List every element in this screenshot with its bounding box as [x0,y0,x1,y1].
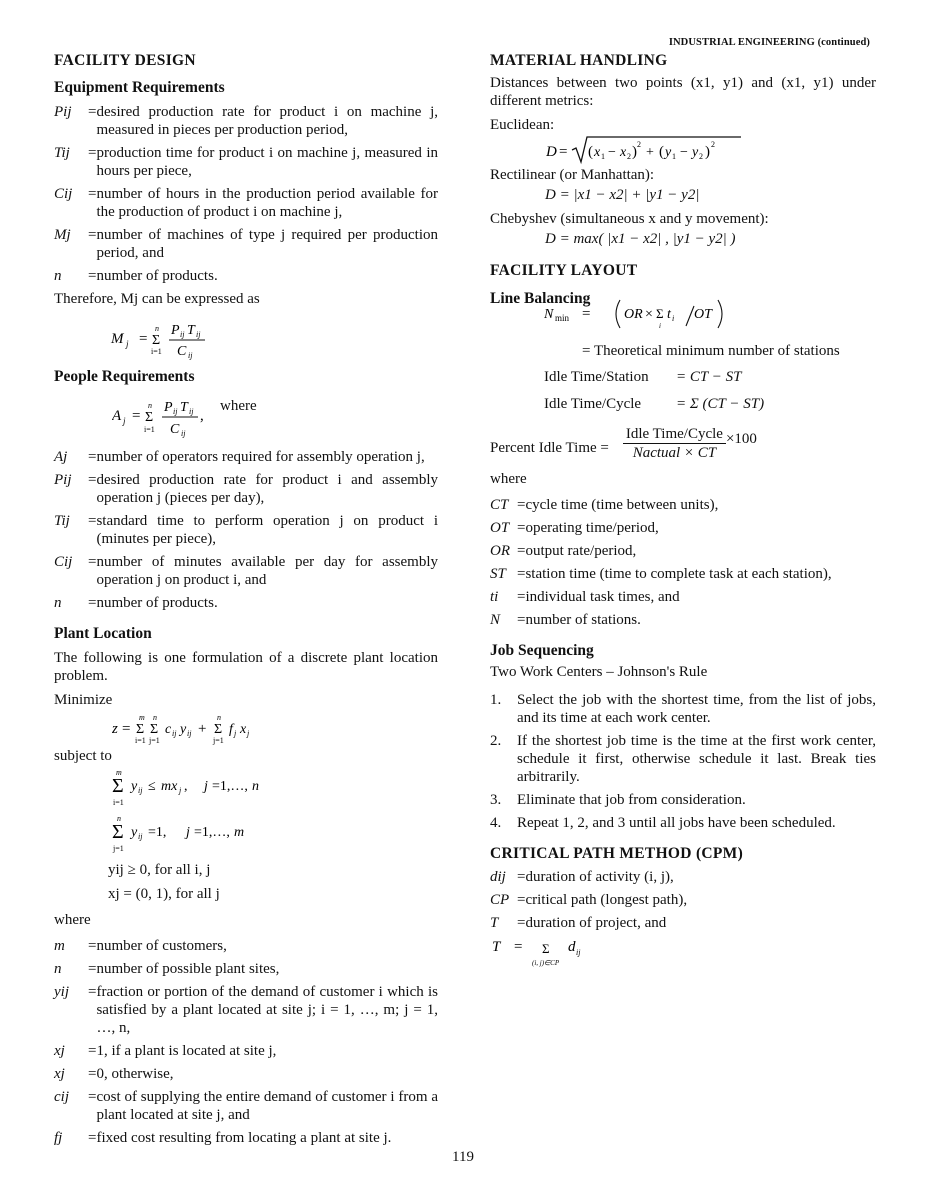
definition-text: fixed cost resulting from locating a plant at site j. [96,1130,392,1146]
definition-symbol: dij [490,869,506,885]
svg-text:Σ: Σ [656,306,664,321]
job-step [490,791,876,809]
svg-text:=1,…,: =1,…, [212,779,248,794]
svg-text:Σ: Σ [136,722,145,737]
definition-text: cost of supplying the entire demand of customer i from a plant located at site j, and [96,1089,438,1123]
constraint-1-svg [112,765,332,811]
constraint-2 [54,811,438,861]
definition-symbol: cij [54,1089,69,1105]
svg-text:n: n [155,324,159,333]
svg-text:): ) [705,144,710,160]
definition-symbol: Cij [54,554,73,570]
plant-where: where [54,912,91,928]
euclidean-label: Euclidean: [490,117,555,133]
plant-defs [54,937,438,1147]
svg-text:i=1: i=1 [144,425,155,434]
svg-text:ij: ij [180,330,185,339]
svg-text:,: , [200,408,204,424]
percent-idle-multiplier: ×100 [725,430,757,447]
definition-text: 0, otherwise, [96,1066,174,1082]
rectilinear-label: Rectilinear (or Manhattan): [490,167,655,183]
definition-symbol: fj [54,1130,63,1146]
svg-text:min: min [555,313,570,323]
svg-text:j: j [126,339,129,349]
svg-text:Σ: Σ [152,333,161,348]
definition-symbol: ST [490,566,506,582]
definition-symbol: Pij [54,104,72,120]
svg-text:i: i [672,314,675,323]
cpm-defs [490,868,876,932]
definition-symbol: Pij [54,472,72,488]
svg-text:y: y [131,825,138,840]
svg-text:y: y [131,779,138,794]
definition-row [54,448,438,466]
rectilinear-formula [545,186,876,204]
definition-row [490,868,876,886]
definition-symbol: CP [490,892,510,908]
definition-row [490,611,876,629]
definition-text: desired production rate for product i on machine j, measured in pieces per production period, [96,104,438,138]
objective-formula [54,711,438,747]
svg-text:j=1: j=1 [213,736,224,745]
definition-row [490,588,876,606]
definition-symbol: n [54,961,62,977]
left-column [54,52,438,1152]
svg-text:m: m [116,768,122,777]
percent-idle-row [490,425,876,462]
svg-text:m: m [139,713,145,722]
equals-sign: = [88,938,97,954]
svg-text:+: + [198,721,207,737]
svg-text:ij: ij [188,351,193,360]
definition-text: duration of activity (i, j), [525,869,674,885]
definition-text: 1, if a plant is located at site j, [96,1043,277,1059]
definition-symbol: OR [490,543,510,559]
definition-symbol: OT [490,520,510,536]
nmin-svg [544,296,804,330]
equals-sign: = [88,961,97,977]
layout-where: where [490,471,527,487]
svg-text:ij: ij [189,407,194,416]
definition-row [54,1129,438,1147]
definition-row [490,891,876,909]
equipment-formula [54,314,438,360]
equals-sign: = [88,554,97,570]
svg-text:n: n [217,713,221,722]
percent-idle-numerator: Idle Time/Cycle [623,425,726,444]
definition-text: duration of project, and [525,915,667,931]
equals-sign: = [88,1043,97,1059]
svg-text:=1,…,: =1,…, [194,825,230,840]
svg-text:n: n [148,401,152,410]
percent-idle-denominator: Nactual × CT [632,445,717,461]
svg-text:j: j [204,779,208,794]
job-step-number: 2. [490,733,502,749]
equals-sign: = [517,543,526,559]
definition-text: output rate/period, [525,543,637,559]
definition-row [490,519,876,537]
theoretical-text: = Theoretical minimum number of stations [582,343,840,359]
job-step-text: Repeat 1, 2, and 3 until all jobs have been scheduled. [517,815,836,831]
svg-text:y: y [665,145,672,160]
svg-text:2: 2 [627,152,631,161]
idle-station-value: = CT − ST [676,369,742,385]
constraint-4: xj = (0, 1), for all j [108,886,220,902]
svg-text:m: m [234,825,245,840]
svg-text:,: , [184,779,188,794]
material-handling-title: MATERIAL HANDLING [490,52,668,69]
svg-text:2: 2 [699,152,703,161]
svg-text:y: y [692,145,699,160]
svg-text:i=1: i=1 [135,736,146,745]
idle-cycle-label: Idle Time/Cycle [544,396,642,412]
job-list [490,691,876,832]
constraint-2-svg [112,811,332,861]
svg-text:C: C [170,422,180,437]
svg-text:OT: OT [694,307,712,322]
definition-symbol: n [54,595,62,611]
svg-text:x: x [620,145,627,160]
equals-sign: = [517,589,526,605]
equipment-formula-svg [109,314,309,360]
material-intro: Distances between two points (x1, y1) and (x1, y1) under different metrics: [490,75,876,109]
subject-to-label: subject to [54,748,112,764]
definition-row [54,960,438,978]
definition-text: number of minutes available per day for assembly operation j on product i, and [96,554,438,588]
svg-text:(: ( [588,144,593,160]
rectilinear-formula-text: D = |x1 − x2| + |y1 − y2| [545,187,700,203]
svg-text:N: N [544,307,554,322]
definition-text: individual task times, and [525,589,680,605]
svg-text:n: n [252,779,259,794]
svg-text:Σ: Σ [112,775,124,797]
svg-text:ij: ij [576,948,581,957]
constraint-1 [54,765,438,811]
job-step-text: Select the job with the shortest time, from the list of jobs, and its time at each work center. [517,692,876,726]
job-step [490,814,876,832]
equals-sign: = [88,227,97,243]
svg-text:j: j [186,825,190,840]
definition-row [54,594,438,612]
percent-idle-label: Percent Idle Time = [490,439,609,456]
definition-symbol: T [490,915,499,931]
svg-text:ij: ij [172,729,177,738]
svg-text:x: x [240,722,247,737]
definition-row [54,937,438,955]
equipment-defs [54,103,438,285]
equals-sign: = [88,145,97,161]
equals-sign: = [88,1066,97,1082]
definition-symbol: ti [490,589,499,605]
job-step-number: 4. [490,815,502,831]
line-balancing-title: Line Balancing [490,290,591,307]
chebyshev-formula-text: D = max( |x1 − x2| , |y1 − y2| ) [545,231,736,247]
definition-symbol: CT [490,497,509,513]
definition-text: number of possible plant sites, [96,961,280,977]
svg-text:ij: ij [196,330,201,339]
constraint-3: yij ≥ 0, for all i, j [108,862,211,878]
svg-text:=: = [132,408,141,424]
equals-sign: = [517,612,526,628]
plant-location-title: Plant Location [54,625,152,642]
definition-row [490,542,876,560]
svg-text:−: − [680,145,688,160]
definition-text: production time for product i on machine j, measured in hours per piece, [96,145,438,179]
job-step [490,732,876,786]
job-sequencing-title: Job Sequencing [490,642,594,659]
svg-text:A: A [112,408,122,424]
svg-text:T: T [187,323,195,338]
cpm-title: CRITICAL PATH METHOD (CPM) [490,845,744,862]
definition-text: station time (time to complete task at each station), [525,566,832,582]
svg-text:1: 1 [672,152,676,161]
right-column [490,52,876,979]
definition-symbol: Tij [54,145,70,161]
definition-text: operating time/period, [525,520,659,536]
svg-text:=: = [514,939,523,955]
definition-row [490,496,876,514]
people-defs [54,448,438,612]
layout-defs [490,496,876,629]
svg-text:=: = [139,331,148,347]
svg-text:T: T [180,400,188,415]
svg-text:ij: ij [138,786,143,795]
equals-sign: = [88,449,97,465]
svg-text:t: t [667,307,671,322]
minimize-label: Minimize [54,692,113,708]
svg-text:2: 2 [711,140,715,149]
svg-text:=: = [559,144,568,160]
svg-text:z: z [112,721,118,737]
svg-text:≤: ≤ [148,779,156,794]
svg-text:ij: ij [138,832,143,841]
definition-row [54,267,438,285]
svg-text:=: = [122,721,131,737]
svg-text:ij: ij [173,407,178,416]
facility-design-title: FACILITY DESIGN [54,52,196,69]
definition-text: cycle time (time between units), [525,497,719,513]
definition-row [54,226,438,262]
job-step [490,691,876,727]
chebyshev-formula [545,230,876,248]
running-header: INDUSTRIAL ENGINEERING (continued) [668,37,870,48]
equals-sign: = [88,104,97,120]
equals-sign: = [517,869,526,885]
definition-row [54,553,438,589]
svg-text:×: × [645,307,653,322]
svg-text:f: f [229,722,233,737]
euclidean-formula [490,134,876,166]
idle-station-label: Idle Time/Station [544,369,649,385]
svg-text:−: − [608,145,616,160]
svg-text:P: P [164,400,173,415]
definition-text: number of operators required for assembly operation j, [96,449,425,465]
svg-text:j=1: j=1 [113,844,124,853]
therefore-text: Therefore, Mj can be expressed as [54,291,260,307]
svg-text:n: n [117,814,121,823]
svg-text:j: j [123,416,126,426]
svg-text:Σ: Σ [145,410,154,425]
equals-sign: = [88,1089,97,1105]
euclidean-svg [546,134,786,166]
equipment-requirements-title: Equipment Requirements [54,79,225,96]
svg-text:y: y [180,722,187,737]
people-where: where [220,398,257,414]
definition-row [54,185,438,221]
equals-sign: = [517,497,526,513]
definition-row [54,471,438,507]
definition-text: standard time to perform operation j on product i (minutes per piece), [96,513,438,547]
svg-text:i: i [659,322,661,330]
plant-intro: The following is one formulation of a discrete plant location problem. [54,650,438,684]
job-step-number: 1. [490,692,502,708]
svg-text:P: P [171,323,180,338]
job-step-number: 3. [490,792,502,808]
equals-sign: = [88,595,97,611]
svg-text:=: = [582,306,591,322]
equals-sign: = [88,186,97,202]
svg-text:+: + [646,145,654,160]
svg-text:OR: OR [624,307,643,322]
definition-text: number of hours in the production period available for the production of product i on machine j, [96,186,438,220]
chebyshev-label: Chebyshev (simultaneous x and y movement): [490,211,769,227]
facility-layout-title: FACILITY LAYOUT [490,262,638,279]
cpm-svg [490,937,650,971]
definition-symbol: Cij [54,186,73,202]
equals-sign: = [88,984,97,1000]
definition-text: number of machines of type j required per production period, and [96,227,438,261]
equals-sign: = [517,566,526,582]
objective-svg [112,711,332,747]
idle-cycle-row [544,395,876,413]
percent-idle-fraction [623,425,726,462]
job-step-text: If the shortest job time is the time at the first work center, schedule it first, otherwise schedule it last. Break ties arbitrarily. [517,733,876,785]
definition-text: desired production rate for product i and assembly operation j (pieces per day), [96,472,438,506]
equals-sign: = [88,513,97,529]
svg-text:i=1: i=1 [151,347,162,356]
definition-text: number of customers, [96,938,227,954]
svg-text:M: M [111,331,124,347]
equals-sign: = [517,520,526,536]
definition-row [490,565,876,583]
definition-row [54,144,438,180]
definition-symbol: xj [54,1043,65,1059]
definition-text: fraction or portion of the demand of customer i which is satisfied by a plant located at site j; i = 1, …, m; j = 1, …, n, [96,984,438,1036]
people-formula [54,392,438,440]
definition-symbol: Tij [54,513,70,529]
cpm-formula [490,937,876,971]
svg-text:j=1: j=1 [149,736,160,745]
svg-text:Σ: Σ [214,722,223,737]
equals-sign: = [517,892,526,908]
svg-text:T: T [492,939,501,955]
definition-symbol: Aj [54,449,68,465]
svg-text:ij: ij [187,729,192,738]
svg-text:Σ: Σ [112,821,124,843]
job-subtitle: Two Work Centers – Johnson's Rule [490,664,708,680]
definition-text: critical path (longest path), [525,892,688,908]
definition-row [54,512,438,548]
definition-symbol: n [54,268,62,284]
svg-text:Σ: Σ [542,941,550,956]
svg-text:mx: mx [161,779,178,794]
definition-symbol: xj [54,1066,65,1082]
definition-symbol: yij [54,984,69,1000]
equals-sign: = [88,472,97,488]
definition-symbol: m [54,938,65,954]
svg-text:(i, j)∈CP: (i, j)∈CP [532,959,560,967]
svg-text:): ) [632,144,637,160]
equals-sign: = [517,915,526,931]
people-requirements-title: People Requirements [54,368,195,385]
nmin-formula [490,308,876,342]
definition-text: number of products. [96,268,218,284]
svg-text:c: c [165,722,172,737]
svg-text:ij: ij [181,429,186,438]
equals-sign: = [88,1130,97,1146]
svg-text:Σ: Σ [150,722,159,737]
definition-symbol: Mj [54,227,71,243]
idle-station-row [544,368,876,386]
svg-text:(: ( [659,144,664,160]
definition-row [490,914,876,932]
svg-text:C: C [177,344,187,359]
svg-text:x: x [594,145,601,160]
svg-text:n: n [153,713,157,722]
svg-text:1: 1 [601,152,605,161]
equals-sign: = [88,268,97,284]
svg-text:=1,: =1, [148,825,167,840]
svg-text:j: j [247,729,250,738]
idle-cycle-value: = Σ (CT − ST) [676,396,765,412]
definition-row [54,103,438,139]
definition-row [54,983,438,1037]
definition-text: number of stations. [525,612,641,628]
definition-text: number of products. [96,595,218,611]
definition-row [54,1088,438,1124]
definition-row [54,1042,438,1060]
svg-text:i=1: i=1 [113,798,124,807]
svg-text:D: D [546,144,557,160]
job-step-text: Eliminate that job from consideration. [517,792,746,808]
svg-text:2: 2 [637,140,641,149]
page-number: 119 [452,1149,474,1165]
definition-symbol: N [490,612,501,628]
svg-text:d: d [568,939,576,955]
svg-text:j: j [234,729,237,738]
definition-row [54,1065,438,1083]
svg-text:j: j [179,786,182,795]
